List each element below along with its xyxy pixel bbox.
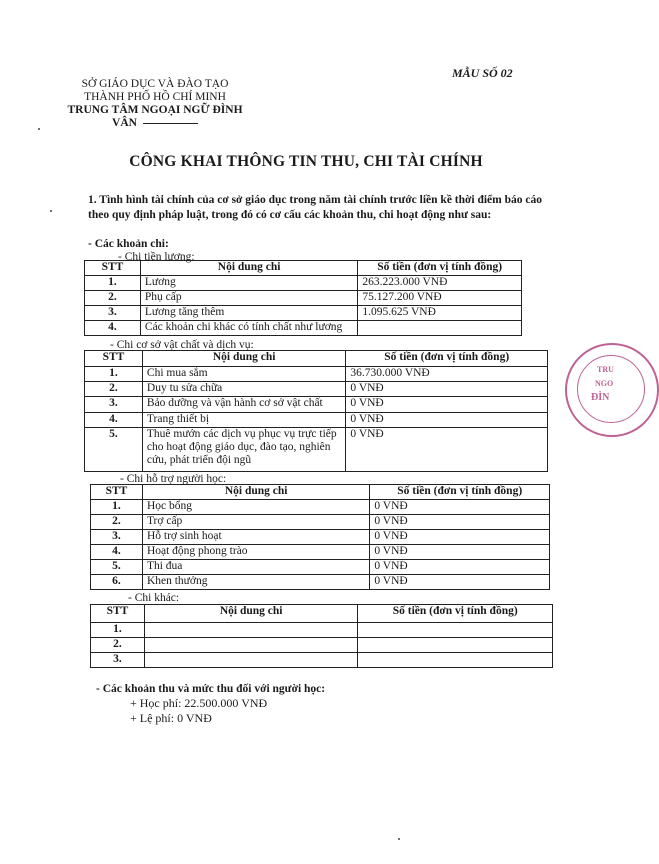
- other-table: STT Nội dung chi Số tiền (đơn vị tính đồng) 1. 2. 3.: [90, 604, 553, 668]
- seal-text-1: TRU: [597, 365, 614, 374]
- table-row: 3.: [91, 653, 553, 668]
- learners-heading: - Chi hỗ trợ người học:: [120, 473, 227, 485]
- table-row: 1. Lương 263.223.000 VNĐ: [85, 276, 522, 291]
- col-stt: STT: [85, 261, 141, 276]
- signature-rule: [143, 123, 198, 124]
- table-row: 6. Khen thưởng 0 VNĐ: [91, 575, 550, 590]
- tuition-line: + Học phí: 22.500.000 VNĐ: [130, 696, 268, 710]
- salary-table: [84, 260, 522, 336]
- table-row: 2. Phụ cấp 75.127.200 VNĐ: [85, 291, 522, 306]
- issuer-line-4: VÂN: [60, 117, 250, 130]
- table-row: 2. Duy tu sửa chữa 0 VNĐ: [85, 382, 548, 397]
- income-heading: - Các khoản thu và mức thu đối với người học:: [96, 683, 326, 695]
- issuer-line-1: SỞ GIÁO DỤC VÀ ĐÀO TẠO: [81, 78, 229, 90]
- col-content: Nội dung chi: [140, 261, 357, 276]
- table-row: 1. Học bổng 0 VNĐ: [91, 500, 550, 515]
- seal-text-2: NGO: [595, 379, 614, 388]
- form-number: MẪU SỐ 02: [452, 66, 513, 80]
- learners-table: STT Nội dung chi Số tiền (đơn vị tính đồng) 1. Học bổng 0 VNĐ 2. Trợ cấp 0 VNĐ 3. Hỗ trợ sinh hoạt 0 VNĐ 4. Hoạt động phong trào 0 VNĐ 5. Thi đua 0 VNĐ 6. Khen thưởng 0 VNĐ: [90, 484, 550, 590]
- table-row: 3. Lương tăng thêm 1.095.625 VNĐ: [85, 306, 522, 321]
- issuer-header: [60, 78, 250, 130]
- page-title: CÔNG KHAI THÔNG TIN THU, CHI TÀI CHÍNH: [129, 153, 483, 170]
- scan-speck: [38, 128, 40, 130]
- seal-text-3: ĐÌN: [591, 392, 610, 403]
- facilities-heading: - Chi cơ sở vật chất và dịch vụ:: [110, 339, 254, 351]
- table-row: 5. Thi đua 0 VNĐ: [91, 560, 550, 575]
- scan-speck: [398, 838, 400, 840]
- intro-paragraph: 1. Tình hình tài chính của cơ sở giáo dục trong năm tài chính trước liền kề thời điểm báo cáo theo quy định pháp luật, trong đó có cơ cấu các khoản thu, chi hoạt động như sau:: [88, 194, 542, 221]
- table-row: 3. Bảo dưỡng và vận hành cơ sở vật chất 0 VNĐ: [85, 397, 548, 413]
- table-row: 3. Hỗ trợ sinh hoạt 0 VNĐ: [91, 530, 550, 545]
- table-row: 4. Các khoản chi khác có tính chất như lương: [85, 321, 522, 336]
- table-row: 4. Hoạt động phong trào 0 VNĐ: [91, 545, 550, 560]
- table-row: 2.: [91, 638, 553, 653]
- table-row: 2. Trợ cấp 0 VNĐ: [91, 515, 550, 530]
- other-heading: - Chi khác:: [128, 592, 180, 604]
- table-row: 1. Chi mua sắm 36.730.000 VNĐ: [85, 367, 548, 382]
- fee-line: + Lệ phí: 0 VNĐ: [130, 711, 212, 725]
- col-amount: Số tiền (đơn vị tính đồng): [358, 261, 522, 276]
- table-row: 1.: [91, 623, 553, 638]
- scan-speck: [50, 210, 52, 212]
- issuer-line-3: TRUNG TÂM NGOẠI NGỮ ĐÌNH: [67, 104, 243, 116]
- official-seal: [565, 343, 659, 437]
- facilities-table: STT Nội dung chi Số tiền (đơn vị tính đồng) 1. Chi mua sắm 36.730.000 VNĐ 2. Duy tu sửa chữa 0 VNĐ 3. Bảo dưỡng và vận hành cơ sở vật chất 0 VNĐ 4. Trang thiết bị 0 VNĐ 5. Thuê mướn các dịch vụ phục vụ trực tiếp cho hoạt động giáo dục, đào tạo, nghiên cứu, phát triển đội ngũ 0 VNĐ: [84, 350, 548, 472]
- expenses-heading: - Các khoản chi:: [88, 238, 169, 250]
- table-row: 4. Trang thiết bị 0 VNĐ: [85, 413, 548, 428]
- issuer-line-2: THÀNH PHỐ HỒ CHÍ MINH: [84, 91, 226, 103]
- salary-heading: - Chi tiền lương:: [118, 251, 195, 263]
- table-row: 5. Thuê mướn các dịch vụ phục vụ trực tiếp cho hoạt động giáo dục, đào tạo, nghiên cứu, phát triển đội ngũ 0 VNĐ: [85, 428, 548, 472]
